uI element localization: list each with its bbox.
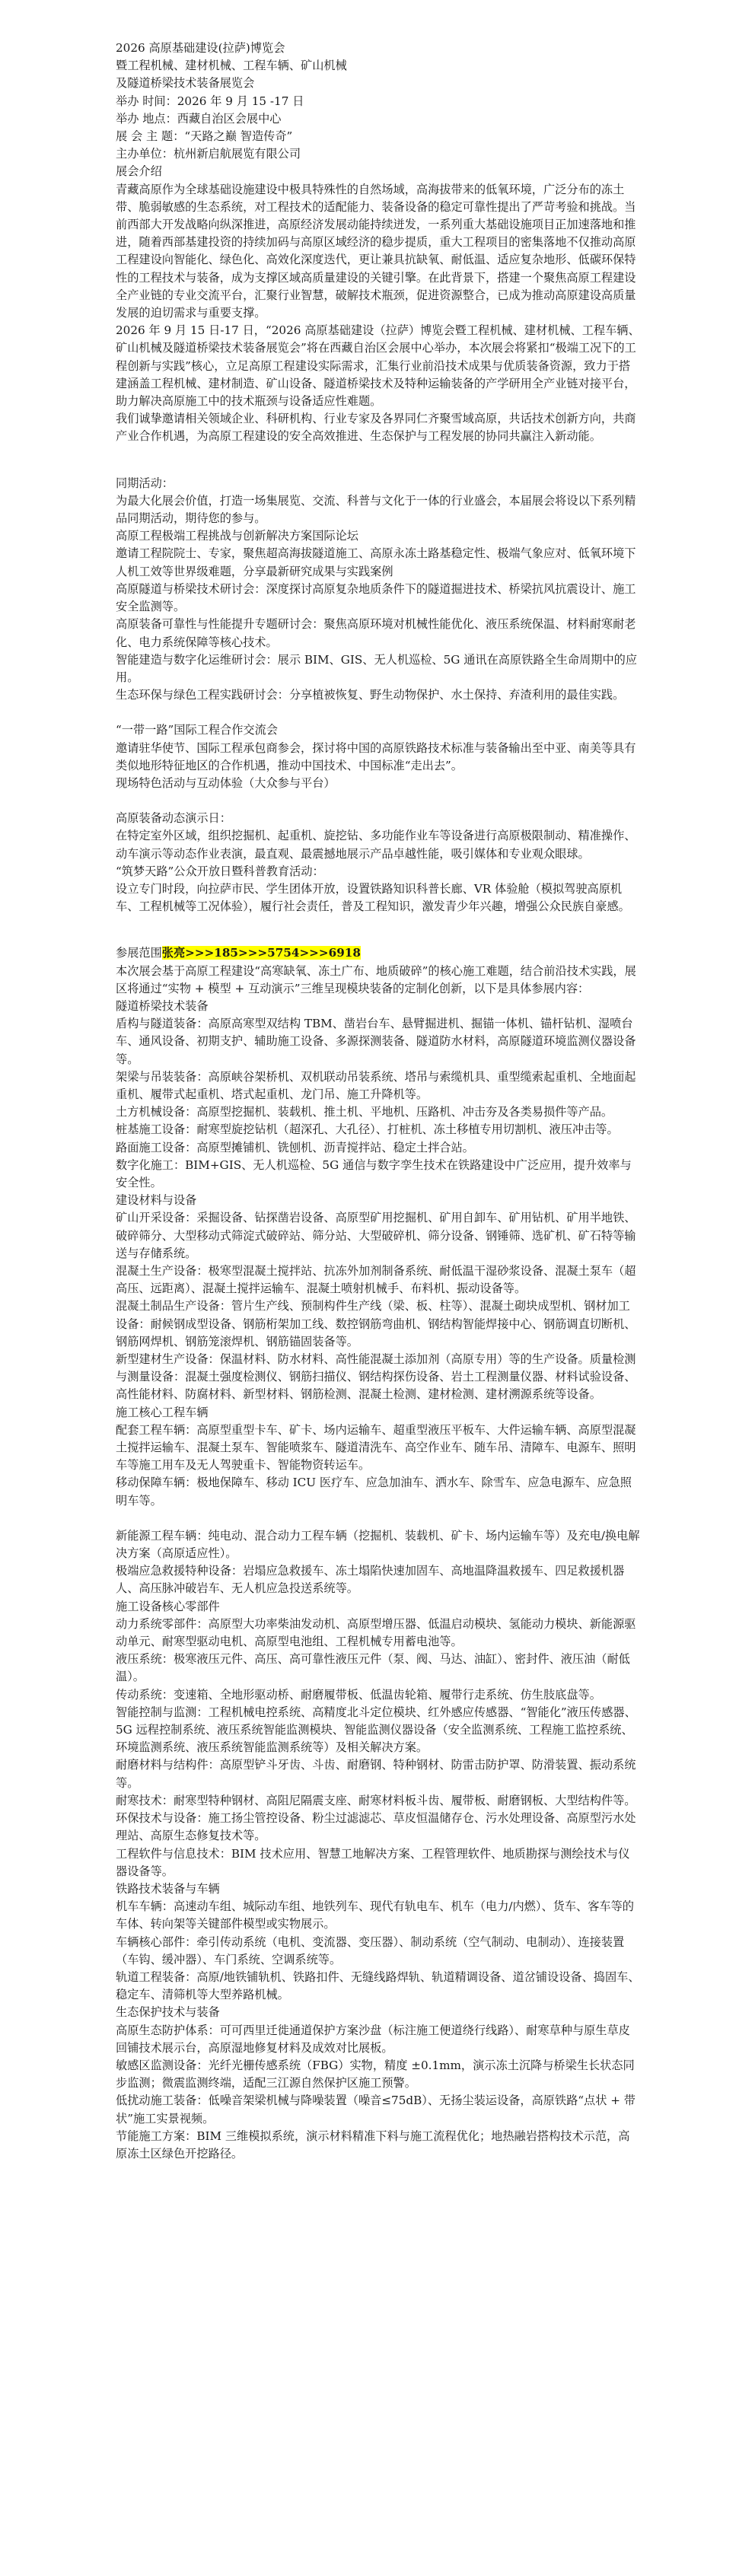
list-paragraph: 混凝土生产设备：极寒型混凝土搅拌站、抗冻外加剂制备系统、耐低温干湿砂浆设备、混凝土泵车（超高压、远距离）、混凝土搅拌运输车、混凝土喷射机械手、布料机、振动设备等。: [116, 1264, 636, 1296]
list-paragraph: 极端应急救援特种设备：岩塌应急救援车、冻土塌陷快速加固车、高地温降温救援车、四足救援机器人、高压脉冲破岩车、无人机应急投送系统等。: [116, 1564, 625, 1596]
list-paragraph: 车辆核心部件：牵引传动系统（电机、变流器、变压器）、制动系统（空气制动、电制动）、连接装置（车钩、缓冲器）、车门系统、空调系统等。: [116, 1934, 625, 1966]
list-paragraph: 移动保障车辆：极地保障车、移动 ICU 医疗车、应急加油车、洒水车、除雪车、应急电源车、应急照明车等。: [116, 1476, 632, 1508]
list-paragraph: 矿山开采设备：采掘设备、钻探凿岩设备、高原型矿用挖掘机、矿用自卸车、矿用钻机、矿用半地铁、破碎筛分、大型移动式筛淀式破碎站、筛分站、大型破碎机、筛分设备、钢锤筛、选矿机、矿石特等输送与存储系统。: [116, 1211, 636, 1260]
list-paragraph: 新能源工程车辆：纯电动、混合动力工程车辆（挖掘机、装载机、矿卡、场内运输车等）及充电/换电解决方案（高原适应性）。: [116, 1528, 640, 1561]
activities-section: [116, 475, 641, 916]
list-paragraph: 智能建造与数字化运维研讨会：展示 BIM、GIS、无人机巡检、5G 通讯在高原铁路全生命周期中的应用。: [116, 652, 638, 684]
list-paragraph: 新型建材生产设备：保温材料、防水材料、高性能混凝土添加剂（高原专用）等的生产设备。质量检测与测量设备：混凝土强度检测仪、钢筋扫描仪、钢结构探伤设备、岩土工程测量仪器、材料试验设备、高性能材料、防腐材料、新型材料、钢筋检测、混凝土检测、建材检测、建材溯源系统等设备。: [116, 1352, 636, 1402]
scope-list: [116, 963, 641, 2164]
intro-paragraph: 青藏高原作为全球基础设施建设中极具特殊性的自然场域，高海拔带来的低氧环境，广泛分布的冻土带、脆弱敏感的生态系统，对工程技术的适配能力、装备设备的稳定可靠性提出了严苛考验和挑战。当前西部大开发战略向纵深推进，高原经济发展动能持续迸发，一系列重大基础设施项目正加速落地和推进，随着西部基建投资的持续加码与高原区域经济的稳步提质，重大工程项目的密集落地不仅推动高原工程建设向智能化、绿色化、高效化深度迭代，更让兼具抗缺氧、耐低温、适应复杂地形、低碳环保特性的工程技术与装备，成为支撑区域高质量建设的关键引擎。在此背景下，搭建一个聚焦高原工程建设全产业链的专业交流平台，汇聚行业智慧，破解技术瓶颈，促进资源整合，已成为推动高原建设高质量发展的迫切需求与重要支撑。: [116, 182, 636, 320]
scope-heading: [116, 944, 641, 962]
list-paragraph: 数字化施工：BIM+GIS、无人机巡检、5G 通信与数字孪生技术在铁路建设中广泛应用，提升效率与安全性。: [116, 1157, 632, 1189]
list-paragraph: 配套工程车辆：高原型重型卡车、矿卡、场内运输车、超重型液压平板车、大件运输车辆、高原型混凝土搅拌运输车、混凝土泵车、智能喷浆车、隧道清洗车、高空作业车、随车吊、清障车、电源车、照明车等施工用车及无人驾驶重卡、智能物资转运车。: [116, 1422, 636, 1473]
list-paragraph: 隧道桥梁技术装备: [116, 998, 209, 1013]
list-paragraph: 高原隧道与桥梁技术研讨会：深度探讨高原复杂地质条件下的隧道掘进技术、桥梁抗风抗震设计、施工安全监测等。: [116, 581, 636, 614]
list-paragraph: “一带一路”国际工程合作交流会: [116, 723, 278, 737]
list-paragraph: 本次展会基于高原工程建设“高寒缺氧、冻土广布、地质破碎”的核心施工难题，结合前沿技术实践，展区将通过“实物 + 模型 + 互动演示”三维呈现模块装备的定制化创新，以下是具体参展内容：: [116, 963, 636, 995]
list-paragraph: 盾构与隧道装备：高原高寒型双结构 TBM、凿岩台车、悬臂掘进机、掘锚一体机、锚杆钻机、湿喷台车、通风设备、初期支护、辅助施工设备、多源探测装备、隧道防水材料，高原隧道环境监测仪器设备等。: [116, 1017, 636, 1066]
list-paragraph: 邀请工程院院士、专家，聚焦超高海拔隧道施工、高原永冻土路基稳定性、极端气象应对、低氧环境下人机工效等世界级难题，分享最新研究成果与实践案例: [116, 546, 636, 578]
list-paragraph: 动力系统零部件：高原型大功率柴油发动机、高原型增压器、低温启动模块、氢能动力模块、新能源驱动单元、耐寒型驱动电机、高原型电池组、工程机械专用蓄电池等。: [116, 1616, 636, 1649]
list-paragraph: 耐磨材料与结构件：高原型铲斗牙齿、斗齿、耐磨钢、特种钢材、防雷击防护罩、防滑装置、振动系统等。: [116, 1758, 636, 1790]
exhibition-header: [116, 40, 641, 181]
intro-section: [116, 181, 641, 446]
list-paragraph: 工程软件与信息技术：BIM 技术应用、智慧工地解决方案、工程管理软件、地质勘探与测绘技术与仪器设备等。: [116, 1846, 630, 1878]
intro-heading: 展会介绍: [116, 164, 162, 179]
list-paragraph: 在特定室外区域，组织挖掘机、起重机、旋挖钻、多功能作业车等设备进行高原极限制动、精准操作、动车演示等动态作业表演，最直观、最震撼地展示产品卓越性能，吸引媒体和专业观众眼球。: [116, 829, 636, 861]
exhibition-subtitle: 暨工程机械、建材机械、工程车辆、矿山机械: [116, 59, 347, 73]
exhibition-theme: 展 会 主 题：“天路之巅 智造传奇”: [116, 129, 293, 144]
list-paragraph: 液压系统：极寒液压元件、高压、高可靠性液压元件（泵、阀、马达、油缸）、密封件、液压油（耐低温）。: [116, 1652, 630, 1684]
list-paragraph: 轨道工程装备：高原/地铁铺轨机、铁路扣件、无缝线路焊轨、轨道精调设备、道岔铺设设备、捣固车、稳定车、清筛机等大型养路机械。: [116, 1969, 640, 2002]
list-paragraph: 高原工程极端工程挑战与创新解决方案国际论坛: [116, 529, 358, 543]
exhibition-subtitle-2: 及隧道桥梁技术装备展览会: [116, 76, 255, 91]
spacer: [116, 1510, 641, 1527]
list-paragraph: 架梁与吊装装备：高原峡谷架桥机、双机联动吊装系统、塔吊与索缆机具、重型缆索起重机、全地面起重机、履带式起重机、塔式起重机、龙门吊、施工升降机等。: [116, 1069, 636, 1101]
list-paragraph: 土方机械设备：高原型挖掘机、装载机、推土机、平地机、压路机、冲击夯及各类易损件等产品。: [116, 1105, 613, 1119]
exhibition-title: 2026 高原基础建设(拉萨)博览会: [116, 41, 285, 55]
spacer: [116, 704, 641, 721]
exhibition-organizer: 主办单位：杭州新启航展览有限公司: [116, 147, 301, 161]
list-paragraph: 路面施工设备：高原型摊铺机、铣刨机、沥青搅拌站、稳定土拌合站。: [116, 1140, 474, 1154]
list-paragraph: 铁路技术装备与车辆: [116, 1881, 220, 1896]
list-paragraph: 设立专门时段，向拉萨市民、学生团体开放，设置铁路知识科普长廊、VR 体验舱（模拟驾驶高原机车、工程机械等工况体验），履行社会责任，普及工程知识，激发青少年兴趣，增强公众民族自豪感。: [116, 881, 630, 914]
intro-paragraph: 2026 年 9 月 15 日-17 日，“2026 高原基础建设（拉萨）博览会暨工程机械、建材机械、工程车辆、矿山机械及隧道桥梁技术装备展览会”将在西藏自治区会展中心举办，本次展会将紧扣“极端工况下的工程创新与实践”核心，立足高原工程建设实际需求，汇集行业前沿技术成果与优质装备资源，致力于搭建涵盖工程机械、建材制造、矿山设备、隧道桥梁技术及特种运输装备的产学研用全产业链对接平台，助力解决高原施工中的技术瓶颈与设备适应性难题。: [116, 323, 640, 409]
list-paragraph: “筑梦天路”公众开放日暨科普教育活动：: [116, 864, 324, 878]
list-paragraph: 机车车辆：高速动车组、城际动车组、地铁列车、现代有轨电车、机车（电力/内燃）、货车、客车等的车体、转向架等关键部件模型或实物展示。: [116, 1899, 634, 1931]
list-paragraph: 高原生态防护体系：可可西里迁徙通道保护方案沙盘（标注施工便道绕行线路）、耐寒草种与原生草皮回铺技术展示台，高原湿地修复材料及成效对比展板。: [116, 2023, 630, 2055]
list-paragraph: 建设材料与设备: [116, 1193, 197, 1208]
document-body: [116, 40, 641, 2163]
list-paragraph: 生态保护技术与装备: [116, 2005, 220, 2020]
list-paragraph: 智能控制与监测：工程机械电控系统、高精度北斗定位模块、红外感应传感器、“智能化”液压传感器、5G 远程控制系统、液压系统智能监测模块、智能监测仪器设备（安全监测系统、工程施工监控系统、环境监测系统、液压系统智能监测系统等）及相关解决方案。: [116, 1705, 636, 1755]
scope-heading-label: 参展范围: [116, 946, 162, 960]
list-paragraph: 节能施工方案：BIM 三维模拟系统，演示材料精准下料与施工流程优化；地热融岩搭构技术示范，高原冻土区绿色开挖路径。: [116, 2129, 630, 2160]
activities-heading: 同期活动：: [116, 476, 174, 490]
list-paragraph: 施工设备核心零部件: [116, 1599, 220, 1613]
list-paragraph: 混凝土制品生产设备：管片生产线、预制构件生产线（梁、板、柱等）、混凝土砌块成型机、钢材加工设备：耐候钢成型设备、钢筋桁架加工线、数控钢筋弯曲机、钢结构智能焊接中心、钢筋调直切断机、钢筋网焊机、钢筋笼滚焊机、钢筋锚固装备等。: [116, 1299, 636, 1348]
exhibition-date: 举办 时间：2026 年 9 月 15 -17 日: [116, 94, 304, 108]
exhibition-venue: 举办 地点：西藏自治区会展中心: [116, 111, 282, 126]
list-paragraph: 现场特色活动与互动体验（大众参与平台）: [116, 775, 336, 790]
intro-paragraph: 我们诚挚邀请相关领域企业、科研机构、行业专家及各界同仁齐聚雪域高原，共话技术创新方向，共商产业合作机遇，为高原工程建设的安全高效推进、生态保护与工程发展的协同共赢注入新动能。: [116, 412, 636, 444]
list-paragraph: 为最大化展会价值，打造一场集展览、交流、科普与文化于一体的行业盛会，本届展会将设以下系列精品同期活动，期待您的参与。: [116, 493, 636, 526]
contact-highlight: 张亮>>>185>>>5754>>>6918: [161, 946, 361, 960]
list-paragraph: 桩基施工设备：耐寒型旋挖钻机（超深孔、大孔径）、打桩机、冻土移植专用切割机、液压冲击等。: [116, 1122, 619, 1137]
list-paragraph: 传动系统：变速箱、全地形驱动桥、耐磨履带板、低温齿轮箱、履带行走系统、仿生肢底盘等。: [116, 1687, 601, 1702]
list-paragraph: 施工核心工程车辆: [116, 1405, 209, 1419]
list-paragraph: 高原装备动态演示日：: [116, 811, 231, 826]
spacer: [116, 792, 641, 810]
list-paragraph: 耐寒技术：耐寒型特种钢材、高阻尼隔震支座、耐寒材料板斗齿、履带板、耐磨钢板、大型结构件等。: [116, 1793, 636, 1807]
activities-list: [116, 492, 641, 915]
list-paragraph: 低扰动施工装备：低噪音架梁机械与降噪装置（噪音≤75dB）、无扬尘装运设备，高原铁路“点状 + 带状”施工实景视频。: [116, 2094, 636, 2125]
list-paragraph: 生态环保与绿色工程实践研讨会：分享植被恢复、野生动物保护、水土保持、弃渣利用的最佳实践。: [116, 688, 625, 702]
scope-section: [116, 944, 641, 2163]
list-paragraph: 高原装备可靠性与性能提升专题研讨会：聚焦高原环境对机械性能优化、液压系统保温、材料耐寒耐老化、电力系统保障等核心技术。: [116, 617, 636, 649]
list-paragraph: 敏感区监测设备：光纤光栅传感系统（FBG）实物，精度 ±0.1mm，演示冻土沉降与桥梁生长状态同步监测；微震监测终端，适配三江源自然保护区施工预警。: [116, 2058, 635, 2090]
list-paragraph: 环保技术与设备：施工扬尘管控设备、粉尘过滤滤芯、草皮恒温储存仓、污水处理设备、高原型污水处理站、高原生态修复技术等。: [116, 1811, 636, 1843]
list-paragraph: 邀请驻华使节、国际工程承包商参会，探讨将中国的高原铁路技术标准与装备输出至中亚、南美等具有类似地形特征地区的合作机遇，推动中国技术、中国标准“走出去”。: [116, 740, 636, 772]
